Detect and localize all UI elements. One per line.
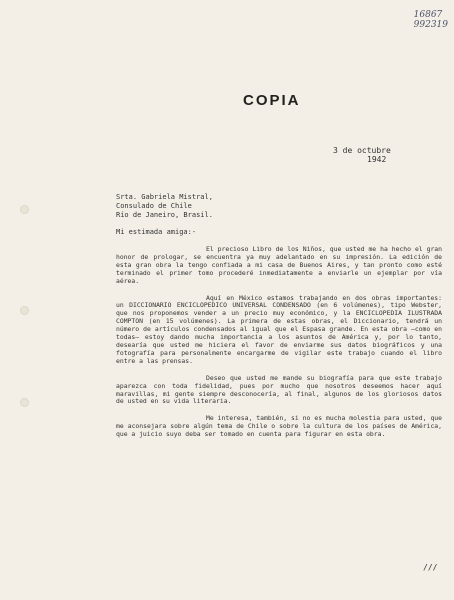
punch-hole [20,306,29,315]
recipient-address [116,193,213,220]
recipient-office: Consulado de Chile [116,202,192,210]
recipient-city: Río de Janeiro, Brasil. [116,211,213,219]
archive-number-2: 992319 [413,20,448,30]
punch-hole [20,398,29,407]
letter-date [333,146,391,164]
letter-body [116,246,442,448]
paragraph: Aquí en México estamos trabajando en dos obras importantes: un DICCIONARIO ENCICLOPEDICO UNIVERSAL CONDENSADO (en 6 volúmenes), tipo Webster, que nos proponemos vender a un precio muy económico, y la ENCICLOPEDIA ILUSTRADA COMPTON (en 15 volúmenes). La primera de estas obras, el Diccionario, tendrá un número de artículos condensados al igual que el Espasa grande. En esta obra —como en todas— estoy dando mucha importancia a los asuntos de América y, por lo tanto, desearía que usted me hiciera el favor de enviarme sus datos biográficos y una fotografía para personalmente encargarme de vigilar este trabajo cuando el libro entre a las prensas. [116,293,442,365]
archive-number-1: 16867 [413,10,443,20]
recipient-name: Srta. Gabriela Mistral, [116,193,213,201]
closing-mark: /// [423,563,438,572]
copy-heading: COPIA [243,92,301,109]
salutation: Mi estimada amiga:- [116,228,197,236]
paragraph: El precioso Libro de los Niños, que usted me ha hecho el gran honor de prologar, se encuentra ya muy adelantado en su impresión. La edición de esta gran obra la tengo confiada a mi casa de Buenos Aires, y tan pronto como esté terminado el primer tomo procederé inmediatamente a enviarle un ejemplar por vía aérea. [116,245,442,285]
paragraph: Me interesa, también, si no es mucha molestia para usted, que me aconsejara sobre algún tema de Chile o sobre la cultura de los países de América, que a juicio suyo deba ser tomado en cuenta para figurar en esta obra. [116,414,442,439]
archive-stamp [414,10,448,30]
date-day-month: 3 de octubre [333,146,391,155]
date-year: 1942 [367,155,387,164]
punch-hole [20,205,29,214]
paragraph: Deseo que usted me mande su biografía para que este trabajo aparezca con toda fidelidad, pues por mucho que nosotros deseemos hacer aquí maravillas, mi gente siempre desconocería, al final, algunos de los gloriosos datos de usted en su vida literaria. [116,373,442,406]
